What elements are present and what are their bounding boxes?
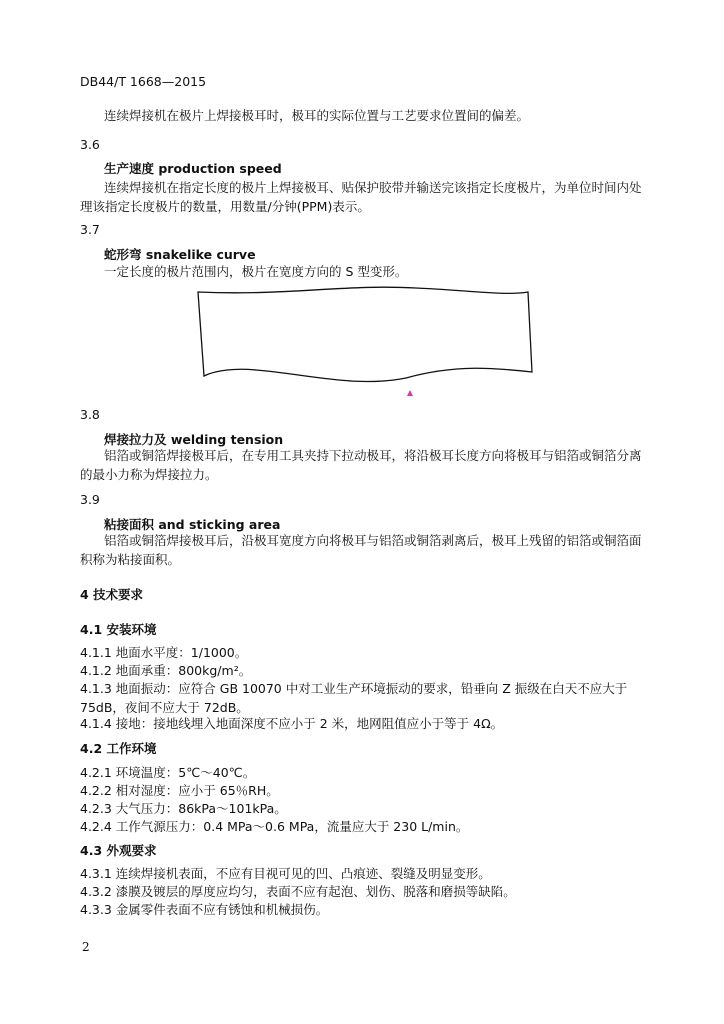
section-3-7-term: 蛇形弯 snakelike curve: [104, 247, 256, 262]
item-4-2-2: 4.2.2 相对湿度：应小于 65％RH。: [80, 783, 279, 798]
intro-line: 连续焊接机在极片上焊接极耳时，极耳的实际位置与工艺要求位置间的偏差。: [104, 108, 530, 123]
section-3-9-definition: 铝箔或铜箔焊接极耳后，沿极耳宽度方向将极耳与铝箔或铜箔剥离后，极耳上残留的铝箔或铜箔面积称为粘接面积。: [80, 533, 642, 567]
section-3-6-definition: 连续焊接机在指定长度的极片上焊接极耳、贴保护胶带并输送完该指定长度极片，为单位时间内处理该指定长度极片的数量，用数量/分钟(PPM)表示。: [80, 180, 642, 214]
item-4-2-4: 4.2.4 工作气源压力：0.4 MPa～0.6 MPa，流量应大于 230 L/min。: [80, 819, 469, 834]
item-4-2-1: 4.2.1 环境温度：5℃～40℃。: [80, 765, 256, 780]
section-3-6-number: 3.6: [80, 137, 100, 152]
section-3-6-term: 生产速度 production speed: [104, 161, 282, 176]
section-3-7-definition: 一定长度的极片范围内，极片在宽度方向的 S 型变形。: [104, 264, 408, 279]
item-4-3-1: 4.3.1 连续焊接机表面，不应有目视可见的凹、凸痕迹、裂缝及明显变形。: [80, 866, 491, 881]
doc-header: DB44/T 1668—2015: [80, 74, 207, 89]
item-4-2-3: 4.2.3 大气压力：86kPa～101kPa。: [80, 801, 287, 816]
page-number: 2: [82, 940, 90, 954]
section-4-1-title: 4.1 安装环境: [80, 622, 157, 637]
section-3-8-number: 3.8: [80, 407, 100, 422]
item-4-1-4: 4.1.4 接地：接地线埋入地面深度不应小于 2 米，地网阻值应小于等于 4Ω。: [80, 716, 504, 731]
section-4-3-title: 4.3 外观要求: [80, 843, 157, 858]
item-4-1-2: 4.1.2 地面承重：800kg/m²。: [80, 663, 252, 678]
item-4-3-2: 4.3.2 漆膜及镀层的厚度应均匀，表面不应有起泡、划伤、脱落和磨损等缺陷。: [80, 884, 516, 899]
snakelike-curve-diagram: [196, 286, 536, 402]
section-3-7-number: 3.7: [80, 222, 100, 237]
section-3-9-term: 粘接面积 and sticking area: [104, 517, 281, 532]
item-4-1-1: 4.1.1 地面水平度：1/1000。: [80, 645, 248, 660]
strip-outline: [198, 287, 532, 381]
item-4-1-3: 4.1.3 地面振动：应符合 GB 10070 中对工业生产环境振动的要求，铅垂向 Z 振级在白天不应大于 75dB，夜间不应大于 72dB。: [80, 681, 628, 715]
section-3-8-term: 焊接拉力及 welding tension: [104, 432, 284, 447]
item-4-3-3: 4.3.3 金属零件表面不应有锈蚀和机械损伤。: [80, 902, 329, 917]
section-4-2-title: 4.2 工作环境: [80, 741, 157, 756]
marker-triangle: [407, 390, 413, 396]
section-4-title: 4 技术要求: [80, 587, 144, 602]
section-3-8-definition: 铝箔或铜箔焊接极耳后，在专用工具夹持下拉动极耳，将沿极耳长度方向将极耳与铝箔或铜箔分离的最小力称为焊接拉力。: [80, 448, 642, 482]
section-3-9-number: 3.9: [80, 492, 100, 507]
